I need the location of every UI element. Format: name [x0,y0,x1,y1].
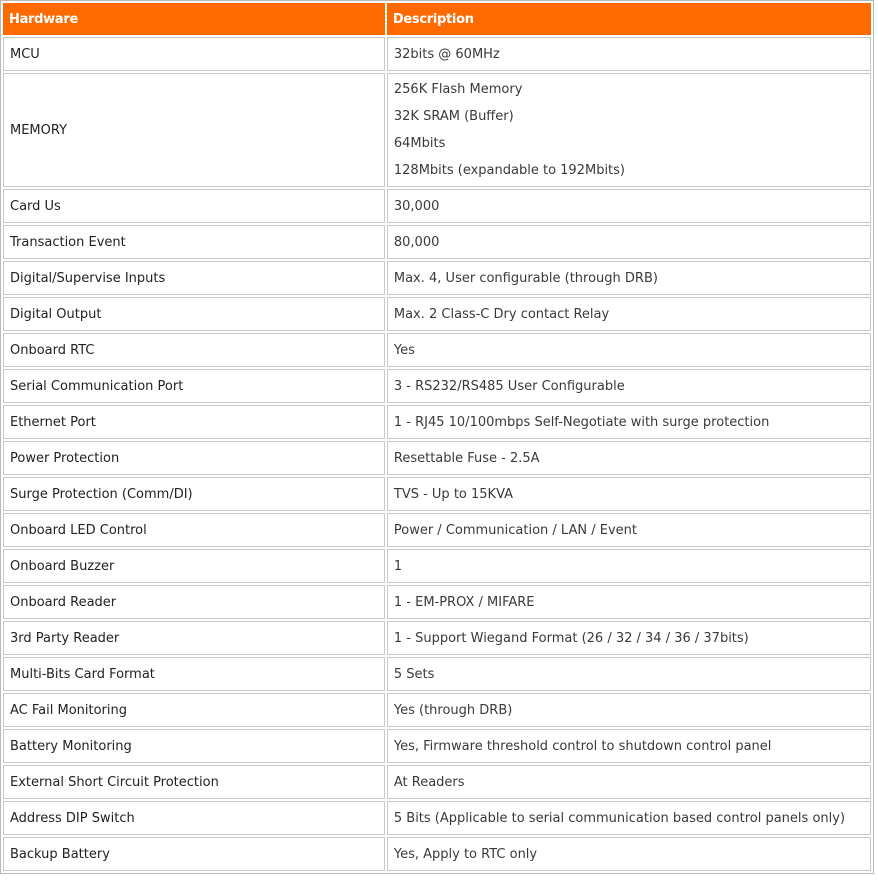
description-cell [387,513,871,547]
hardware-cell: AC Fail Monitoring [3,693,385,727]
description-cell [387,441,871,475]
table-row [3,585,871,619]
hardware-column-header: Hardware [3,3,385,35]
description-cell [387,801,871,835]
hardware-cell: Digital Output [3,297,385,331]
table-row [3,693,871,727]
hardware-cell: Digital/Supervise Inputs [3,261,385,295]
description-cell [387,37,871,71]
hardware-cell: Transaction Event [3,225,385,259]
description-line: Max. 2 Class-C Dry contact Relay [393,306,610,322]
table-row [3,765,871,799]
description-cell [387,585,871,619]
hardware-cell: 3rd Party Reader [3,621,385,655]
hardware-cell: Onboard Buzzer [3,549,385,583]
table-row [3,837,871,871]
description-line: Yes (through DRB) [393,702,513,718]
description-cell [387,729,871,763]
hardware-cell: Multi-Bits Card Format [3,657,385,691]
description-line: 1 - Support Wiegand Format (26 / 32 / 34 / 36 / 37bits) [393,630,749,646]
description-line: 256K Flash Memory [393,82,523,97]
description-line: 1 - RJ45 10/100mbps Self-Negotiate with surge protection [393,414,770,430]
description-line: TVS - Up to 15KVA [393,486,514,502]
description-line: 1 [393,558,403,574]
description-line: 3 - RS232/RS485 User Configurable [393,378,625,394]
hardware-cell: Serial Communication Port [3,369,385,403]
table-row [3,405,871,439]
description-line: 30,000 [393,198,440,214]
description-cell [387,837,871,871]
hardware-cell: MEMORY [3,73,385,187]
table-row [3,225,871,259]
description-cell [387,225,871,259]
table-row [3,73,871,187]
hardware-cell: Ethernet Port [3,405,385,439]
hardware-cell: Battery Monitoring [3,729,385,763]
description-cell [387,333,871,367]
table-header [3,3,871,35]
hardware-cell: Onboard Reader [3,585,385,619]
hardware-cell: External Short Circuit Protection [3,765,385,799]
description-line: Power / Communication / LAN / Event [393,522,637,538]
description-line: 32bits @ 60MHz [393,46,500,62]
description-line: 32K SRAM (Buffer) [393,109,514,124]
description-cell [387,621,871,655]
description-line: Yes, Firmware threshold control to shutdown control panel [393,738,772,754]
table-row [3,513,871,547]
table-row [3,189,871,223]
description-column-header: Description [387,3,871,35]
description-cell [387,657,871,691]
table-row [3,369,871,403]
description-cell [387,405,871,439]
description-cell [387,477,871,511]
description-cell [387,549,871,583]
hardware-cell: Surge Protection (Comm/DI) [3,477,385,511]
hardware-cell: Power Protection [3,441,385,475]
header-row [3,3,871,35]
table-row [3,297,871,331]
table-row [3,549,871,583]
table-row [3,261,871,295]
description-line: Max. 4, User configurable (through DRB) [393,270,658,286]
description-cell [387,297,871,331]
table-row [3,37,871,71]
hardware-cell: Backup Battery [3,837,385,871]
description-line: Yes [393,342,415,358]
description-cell [387,369,871,403]
table-body [3,37,871,871]
table-row [3,729,871,763]
description-line: Resettable Fuse - 2.5A [393,450,540,466]
hardware-cell: MCU [3,37,385,71]
table-row [3,441,871,475]
description-line: At Readers [393,774,465,790]
table-row [3,801,871,835]
hardware-cell: Address DIP Switch [3,801,385,835]
description-line: 64Mbits [393,136,446,151]
description-cell [387,261,871,295]
table-row [3,333,871,367]
description-cell [387,73,871,187]
hardware-cell: Onboard LED Control [3,513,385,547]
table-row [3,657,871,691]
description-cell [387,693,871,727]
description-line: 80,000 [393,234,440,250]
table-row [3,477,871,511]
description-line: 5 Sets [393,666,435,682]
hardware-cell: Onboard RTC [3,333,385,367]
description-line: 128Mbits (expandable to 192Mbits) [393,163,625,178]
description-cell [387,765,871,799]
description-line: Yes, Apply to RTC only [393,846,538,862]
description-line: 1 - EM-PROX / MIFARE [393,594,535,610]
table-row [3,621,871,655]
hardware-cell: Card Us [3,189,385,223]
description-cell [387,189,871,223]
description-line: 5 Bits (Applicable to serial communication based control panels only) [393,810,846,826]
